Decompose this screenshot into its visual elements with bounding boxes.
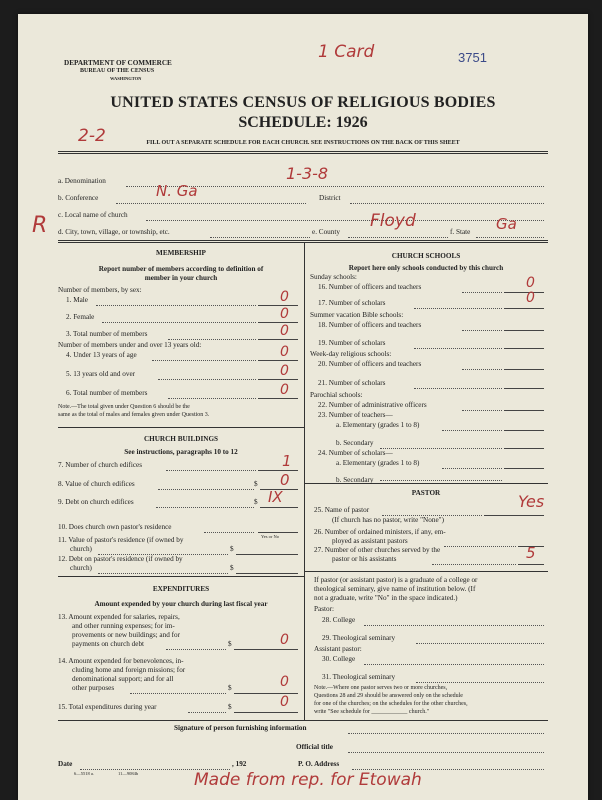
q26-label-1: 26. Number of ordained ministers, if any, em- [314,528,446,536]
q4-value: 0 [280,344,289,360]
county-line[interactable] [348,237,448,238]
q24a-field[interactable] [504,468,544,469]
q27-label-1: 27. Number of other churches served by the [314,546,441,554]
state-line[interactable] [476,237,544,238]
q31-label: 31. Theological seminary [322,673,396,681]
q14-line-1: 14. Amount expended for benevolences, in- [58,657,184,665]
schedule-title: SCHEDULE: 1926 [238,114,368,131]
q3-label: 3. Total number of members [66,330,148,338]
stamp-number: 3751 [458,50,487,65]
q3-value: 0 [280,323,289,339]
q2-value: 0 [280,306,289,322]
q12-field[interactable] [236,573,298,574]
q7-value: 1 [282,452,292,470]
state-value: Ga [496,215,517,233]
q11-dollar: $ [230,545,234,553]
q13-line-4: payments on church debt [72,640,145,648]
official-title-label: Official title [296,743,333,751]
q13-line-1: 13. Amount expended for salaries, repairs, [58,613,180,621]
q20-label: 20. Number of officers and teachers [318,360,422,368]
q9-value: IX [268,488,283,506]
sunday-label: Sunday schools: [310,273,357,281]
q28-field[interactable] [364,625,544,626]
form-code-2: 11—9084b [118,771,139,776]
pastor-note-3: for one of the churches; on the schedules for the other churches, [314,701,468,707]
q17-value: 0 [526,290,535,306]
q27-label-2: pastor or his assistants [332,555,397,563]
q11-field[interactable] [236,554,298,555]
denomination-label: a. Denomination [58,177,106,185]
sex-group-label: Number of members, by sex: [58,286,142,294]
date-label: Date [58,760,73,768]
county-value: Floyd [370,211,416,231]
pastor-title: PASTOR [411,489,441,497]
q19-field[interactable] [504,348,544,349]
signature-field[interactable] [348,733,544,734]
q17-label: 17. Number of scholars [318,299,386,307]
year-label: , 192 [232,760,247,768]
q14-line-3: denominational support; and for all [72,675,174,683]
q2-label: 2. Female [66,313,95,321]
assistant-subheading: Assistant pastor: [314,645,362,653]
q9-field[interactable] [260,507,298,508]
membership-note-2: same as the total of males and females given under Question 3. [58,412,210,418]
q11-label-2: church) [70,545,92,553]
q1-value: 0 [280,289,289,305]
q22-label: 22. Number of administrative officers [318,401,427,409]
q14-line-2: cluding home and foreign missions; for [72,666,186,674]
expenditures-subtitle: Amount expended by your church during last fiscal year [94,600,268,608]
q10-label: 10. Does church own pastor's residence [58,523,172,531]
q9-dollar: $ [254,498,258,506]
pastor-subheading: Pastor: [314,605,334,613]
q16-value: 0 [526,275,535,291]
q27-value: 5 [526,544,536,562]
q23-label: 23. Number of teachers— [318,411,393,419]
city-line[interactable] [210,237,310,238]
q18-label: 18. Number of officers and teachers [318,321,422,329]
expenditures-title: EXPENDITURES [152,585,210,593]
q6-field[interactable] [258,398,298,399]
q13-line-3: provements or new buildings; and for [72,631,180,639]
q8-label: 8. Value of church edifices [58,480,135,488]
denomination-code: 1-3-8 [286,164,329,183]
parochial-label: Parochial schools: [310,391,363,399]
q24-label: 24. Number of scholars— [318,449,393,457]
q21-field[interactable] [504,388,544,389]
q18-field[interactable] [504,330,544,331]
q30-label: 30. College [322,655,356,663]
q24b-label: b. Secondary [336,476,374,484]
q22-field[interactable] [504,410,544,411]
vacation-label: Summer vacation Bible schools: [310,311,404,319]
form-code-1: 6—5518 a. [74,771,94,776]
q23a-label: a. Elementary (grades 1 to 8) [336,421,420,429]
q14-line-4: other purposes [72,684,115,692]
q6-label: 6. Total number of members [66,389,148,397]
q7-field[interactable] [258,470,298,471]
q14-value: 0 [280,674,289,690]
q3-field[interactable] [258,339,298,340]
q13-value: 0 [280,632,289,648]
pastor-note-1: Note.—Where one pastor serves two or more churches, [314,685,448,691]
q10-field[interactable] [258,532,298,533]
q5-field[interactable] [258,379,298,380]
graduate-note-3: not a graduate, write "No" in the space indicated.) [314,594,458,602]
q21-label: 21. Number of scholars [318,379,386,387]
q7-label: 7. Number of church edifices [58,461,143,469]
q27-field[interactable] [518,564,544,565]
city-town-label: d. City, town, village, or township, etc. [58,228,170,236]
weekday-label: Week-day religious schools: [310,350,392,358]
official-title-field[interactable] [348,752,544,753]
q2-field[interactable] [258,322,298,323]
q8-value: 0 [280,471,290,489]
county-label: e. County [312,228,340,236]
q13-dollar: $ [228,640,232,648]
q1-field[interactable] [258,305,298,306]
conference-label: b. Conference [58,194,99,202]
q30-field[interactable] [364,664,544,665]
card-annotation: 1 Card [318,42,375,62]
q25-field[interactable] [484,515,544,516]
q5-value: 0 [280,363,289,379]
conference-value: N. Ga [156,182,198,200]
membership-subtitle-2: member in your church [144,274,218,282]
graduate-note-1: If pastor (or assistant pastor) is a graduate of a college or [314,576,478,584]
q31-field[interactable] [416,682,544,683]
state-label: f. State [450,228,471,236]
po-address-label: P. O. Address [298,760,340,768]
yes-no-hint: Yes or No [261,534,280,539]
q12-label-2: church) [70,564,92,572]
pastor-note-4: write "See schedule for ____________ church." [314,709,430,715]
q11-label-1: 11. Value of pastor's residence (if owned by [58,536,184,544]
schools-subtitle: Report here only schools conducted by this church [348,264,504,272]
membership-note-1: Note.—The total given under Question 6 should be the [58,404,190,410]
signature-label: Signature of person furnishing information [174,724,307,732]
q1-label: 1. Male [66,296,88,304]
pastor-note-2: Questions 28 and 29 should be answered only on the schedule [314,693,463,699]
q25-note: (If church has no pastor, write "None") [332,516,444,524]
q23a-field[interactable] [504,430,544,431]
buildings-title: CHURCH BUILDINGS [143,435,219,443]
q4-field[interactable] [258,360,298,361]
q25-label: 25. Name of pastor [314,506,370,514]
q9-label: 9. Debt on church edifices [58,498,134,506]
schools-title: CHURCH SCHOOLS [391,252,461,260]
q26-label-2: ployed as assistant pastors [332,537,408,545]
instructions-line: FILL OUT A SEPARATE SCHEDULE FOR EACH CHURCH. SEE INSTRUCTIONS ON THE BACK OF THIS SHEET [146,140,460,146]
q15-dollar: $ [228,703,232,711]
footer-handwritten-note: Made from rep. for Etowah [194,770,422,790]
q15-field[interactable] [234,712,298,713]
q20-field[interactable] [504,369,544,370]
q25-value: Yes [518,492,545,511]
city-label: WASHINGTON [110,76,142,81]
q28-label: 28. College [322,616,356,624]
q23b-field[interactable] [504,448,544,449]
q6-value: 0 [280,382,289,398]
q12-label-1: 12. Debt on pastor's residence (if owned by [58,555,183,563]
q24a-label: a. Elementary (grades 1 to 8) [336,459,420,467]
q23b-label: b. Secondary [336,439,374,447]
bureau-label: BUREAU OF THE CENSUS [80,68,155,74]
membership-title: MEMBERSHIP [156,249,206,257]
form-title: UNITED STATES CENSUS OF RELIGIOUS BODIES [110,94,496,111]
q8-dollar: $ [254,480,258,488]
conference-line[interactable] [116,203,306,204]
department-label: DEPARTMENT OF COMMERCE [64,59,172,67]
graduate-note-2: theological seminary, give name of institution below. (If [314,585,476,593]
q29-field[interactable] [416,643,544,644]
q15-label: 15. Total expenditures during year [58,703,157,711]
membership-subtitle-1: Report number of members according to definition of [98,265,264,273]
corner-annotation: 2-2 [78,126,106,146]
q29-label: 29. Theological seminary [322,634,396,642]
q16-field[interactable] [504,292,544,293]
age-group-label: Number of members under and over 13 years old: [58,341,202,349]
q13-line-2: and other running expenses; for im- [72,622,175,630]
district-line[interactable] [350,203,544,204]
q15-value: 0 [280,694,289,710]
margin-mark: R [32,213,48,238]
q5-label: 5. 13 years old and over [66,370,136,378]
q4-label: 4. Under 13 years of age [66,351,137,359]
q16-label: 16. Number of officers and teachers [318,283,422,291]
q13-field[interactable] [234,649,298,650]
q19-label: 19. Number of scholars [318,339,386,347]
buildings-subtitle: See instructions, paragraphs 10 to 12 [124,448,238,456]
church-name-line[interactable] [146,220,544,221]
q17-field[interactable] [504,308,544,309]
census-schedule-sheet [18,14,588,800]
church-name-label: c. Local name of church [58,211,128,219]
district-label: District [319,194,341,202]
q12-dollar: $ [230,564,234,572]
q14-dollar: $ [228,684,232,692]
